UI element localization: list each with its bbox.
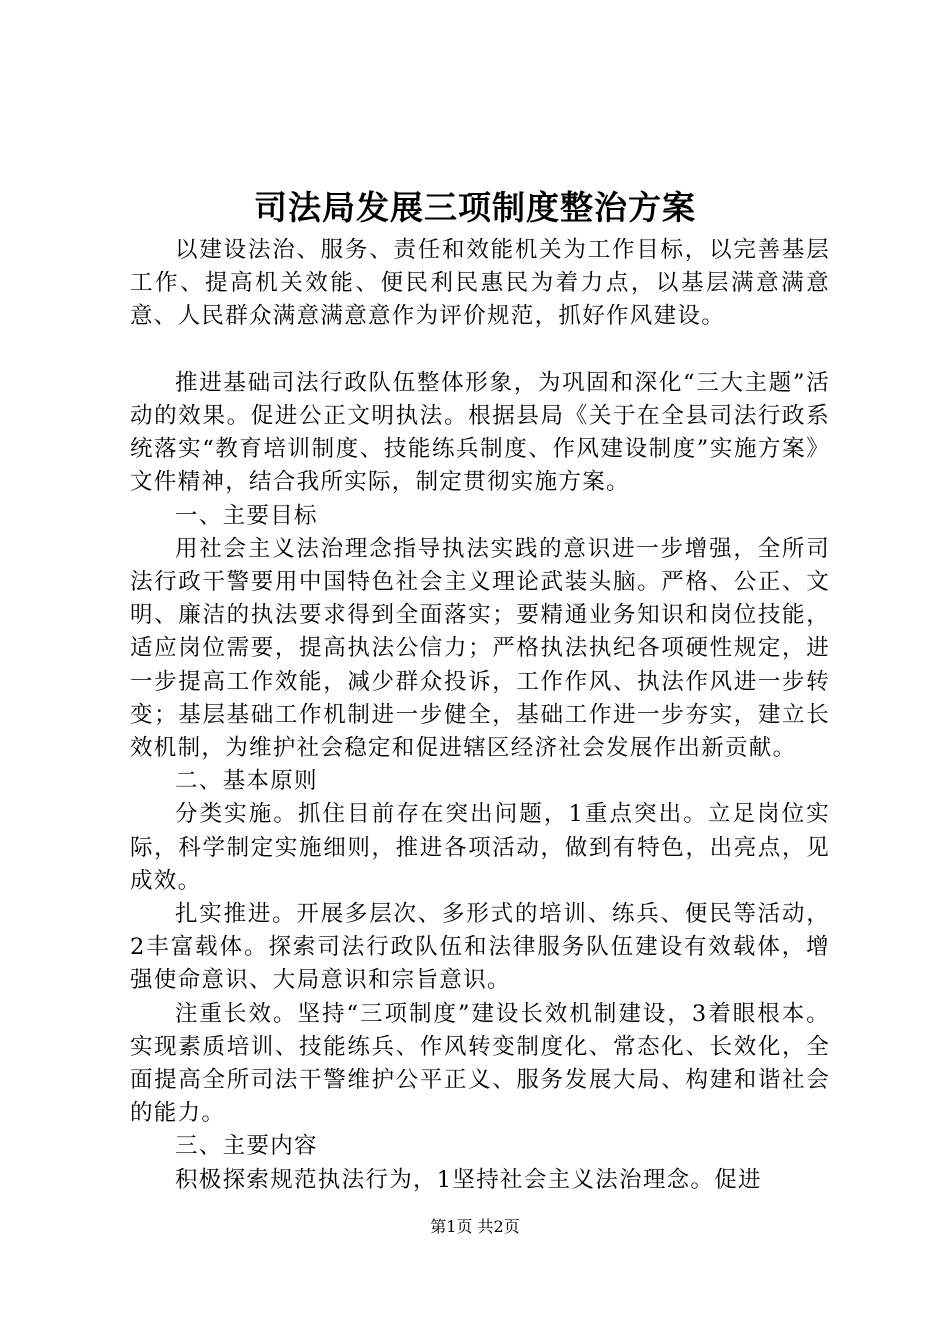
paragraph-spacer: [130, 334, 830, 367]
section-heading-content: 三、主要内容: [175, 1133, 318, 1160]
goals-paragraph: 用社会主义法治理念指导执法实践的意识进一步增强，全所司法行政干警要用中国特色社会主义理论武装头脑。严格、公正、文明、廉洁的执法要求得到全面落实；要精通业务知识和岗位技能，适应岗位需要，提高执法公信力；严格执法执纪各项硬性规定，进一步提高工作效能，减少群众投诉，工作作风、执法作风进一步转变；基层基础工作机制进一步健全，基础工作进一步夯实，建立长效机制，为维护社会稳定和促进辖区经济社会发展作出新贡献。: [130, 535, 830, 762]
principle-paragraph-1: 分类实施。抓住目前存在突出问题，1重点突出。立足岗位实际，科学制定实施细则，推进各项活动，做到有特色，出亮点，见成效。: [130, 801, 830, 894]
section-heading-goals: 一、主要目标: [175, 502, 318, 529]
page-footer: 第1页 共2页: [430, 1217, 520, 1236]
content-paragraph-1: 积极探索规范执法行为，1坚持社会主义法治理念。促进: [175, 1166, 762, 1193]
principle-paragraph-2: 扎实推进。开展多层次、多形式的培训、练兵、便民等活动，2丰富载体。探索司法行政队伍和法律服务队伍建设有效载体，增强使命意识、大局意识和宗旨意识。: [130, 901, 830, 994]
section-heading-principles: 二、基本原则: [175, 768, 318, 795]
principle-paragraph-3: 注重长效。坚持“三项制度”建设长效机制建设，3着眼根本。实现素质培训、技能练兵、作风转变制度化、常态化、长效化，全面提高全所司法干警维护公平正义、服务发展大局、构建和谐社会的能力。: [130, 1000, 830, 1127]
intro-paragraph: 以建设法治、服务、责任和效能机关为工作目标，以完善基层工作、提高机关效能、便民利民惠民为着力点，以基层满意满意意、人民群众满意满意意作为评价规范，抓好作风建设。: [130, 237, 830, 330]
document-title: 司法局发展三项制度整治方案: [254, 188, 696, 227]
document-body: [130, 234, 830, 1197]
background-paragraph: 推进基础司法行政队伍整体形象，为巩固和深化“三大主题”活动的效果。促进公正文明执法。根据县局《关于在全县司法行政系统落实“教育培训制度、技能练兵制度、作风建设制度”实施方案》文件精神，结合我所实际，制定贯彻实施方案。: [130, 369, 830, 496]
